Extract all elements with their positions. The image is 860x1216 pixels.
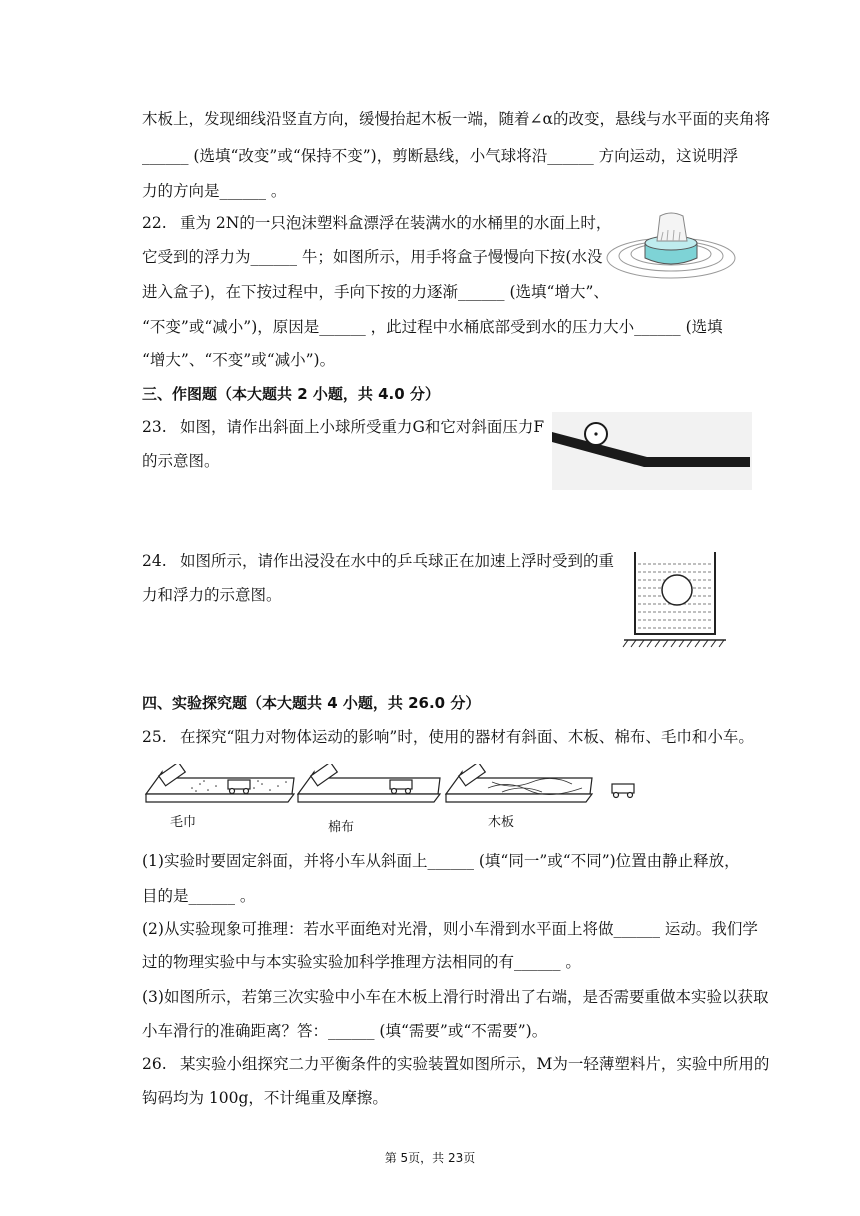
page-footer: 第 5页，共 23页	[384, 1151, 476, 1165]
q24-text-1: 如图所示，请作出浸没在水中的乒乓球正在加速上浮时受到的重	[180, 552, 615, 570]
q26-line-1	[142, 1053, 769, 1075]
section-4-heading: 四、实验探究题（本大题共 4 小题，共 26.0 分）	[142, 694, 481, 712]
q22-number: 22.	[142, 214, 167, 232]
q26-line-2: 钩码均为 100g，不计绳重及摩擦。	[142, 1089, 388, 1107]
q21-line-3: 力的方向是______ 。	[142, 182, 287, 200]
q22-line-5: “增大”、“不变”或“减小”)。	[142, 351, 336, 369]
q25-text-1: 在探究“阻力对物体运动的影响”时，使用的器材有斜面、木板、棉布、毛巾和小车。	[180, 728, 754, 746]
q25-part3-line-1: (3)如图所示，若第三次实验中小车在木板上滑行时滑出了右端，是否需要重做本实验以获取	[142, 988, 769, 1006]
q25-part2-line-2: 过的物理实验中与本实验实验加科学推理方法相同的有______ 。	[142, 953, 581, 971]
q22-line-2: 它受到的浮力为______ 牛；如图所示，用手将盒子慢慢向下按(水没	[142, 248, 603, 266]
q25-part1-line-1: (1)实验时要固定斜面，并将小车从斜面上______ (填“同一”或“不同”)位置由静止释放，	[142, 852, 740, 870]
q25-number: 25.	[142, 728, 167, 746]
q23-line-2: 的示意图。	[142, 452, 220, 470]
incline-ball-figure	[552, 412, 752, 490]
figure-label-wood: 木板	[488, 815, 515, 830]
figure-label-towel: 毛巾	[170, 815, 197, 830]
friction-experiment-figure	[142, 764, 642, 810]
q22-line-4: “不变”或“减小”)，原因是______ ，此过程中水桶底部受到水的压力大小______ (选填	[142, 318, 723, 336]
q24-line-1	[142, 550, 614, 572]
q21-line-1: 木板上，发现细线沿竖直方向，缓慢抬起木板一端，随着∠α的改变，悬线与水平面的夹角将	[142, 110, 770, 128]
q23-number: 23.	[142, 418, 167, 436]
q24-line-2: 力和浮力的示意图。	[142, 586, 282, 604]
q26-text-1: 某实验小组探究二力平衡条件的实验装置如图所示，M为一轻薄塑料片，实验中所用的	[180, 1055, 770, 1073]
section-3-heading: 三、作图题（本大题共 2 小题，共 4.0 分）	[142, 385, 440, 403]
q22-text-1: 重为 2N的一只泡沫塑料盒漂浮在装满水的水桶里的水面上时，	[180, 214, 612, 232]
q26-number: 26.	[142, 1055, 167, 1073]
q25-part1-line-2: 目的是______ 。	[142, 887, 256, 905]
q22-line-1	[142, 212, 612, 234]
bucket-hand-figure	[605, 208, 737, 283]
q25-line-1	[142, 726, 754, 748]
beaker-ball-figure	[620, 550, 730, 650]
q22-line-3: 进入盒子)，在下按过程中，手向下按的力逐渐______ (选填“增大”、	[142, 283, 609, 301]
q23-line-1	[142, 416, 544, 438]
q25-part3-line-2: 小车滑行的准确距离？答：______ (填“需要”或“不需要”)。	[142, 1022, 548, 1040]
q21-line-2: ______ (选填“改变”或“保持不变”)，剪断悬线，小气球将沿______ 方向运动，这说明浮	[142, 147, 739, 165]
q24-number: 24.	[142, 552, 167, 570]
figure-label-cotton: 棉布	[328, 820, 355, 835]
q25-part2-line-1: (2)从实验现象可推理：若水平面绝对光滑，则小车滑到水平面上将做______ 运动。我们学	[142, 920, 758, 938]
q23-text-1: 如图，请作出斜面上小球所受重力G和它对斜面压力F	[180, 418, 545, 436]
